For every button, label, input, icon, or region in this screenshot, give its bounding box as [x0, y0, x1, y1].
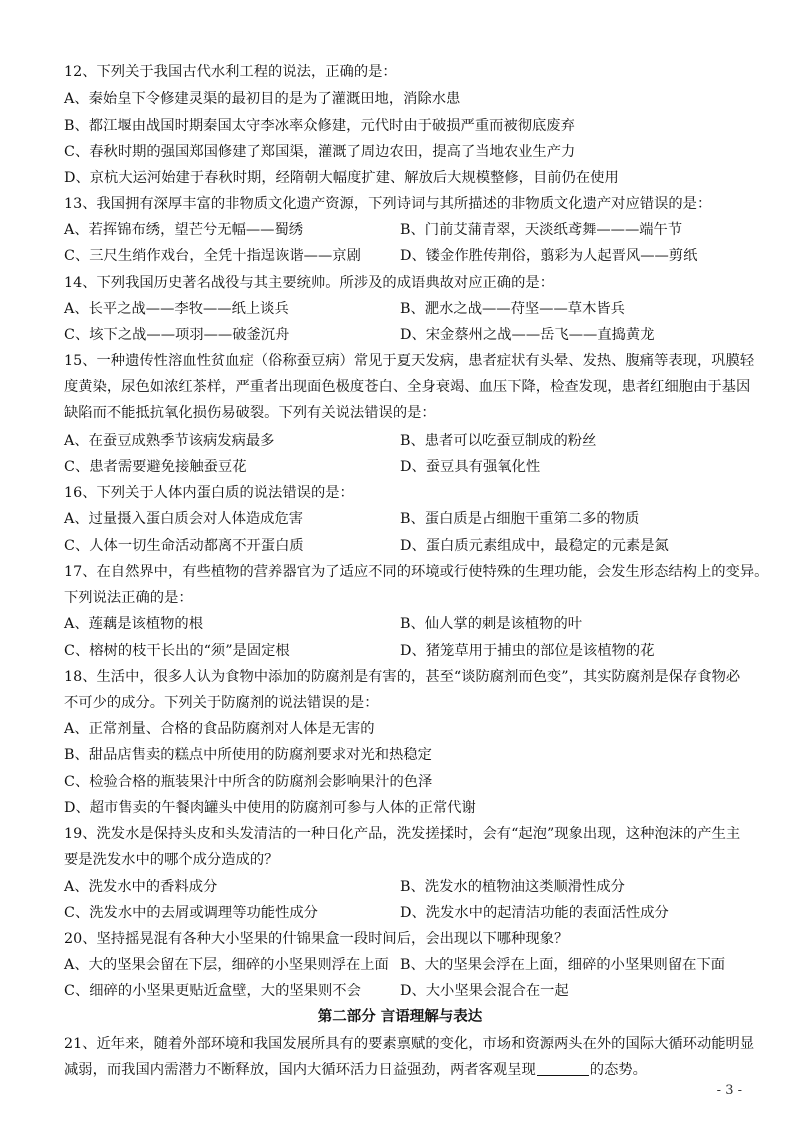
q14-row-2	[64, 322, 754, 348]
q14-option-d: D、宋金蔡州之战——岳飞——直捣黄龙	[400, 327, 655, 343]
q12-option-d: D、京杭大运河始建于春秋时期，经隋朝大幅度扩建、解放后大规模整修，目前仍在使用	[64, 170, 619, 186]
q13-option-d: D、镂金作胜传荆俗，翦彩为人起晋风——剪纸	[400, 248, 698, 264]
q17-row-2	[64, 638, 754, 664]
q21-stem-line-2	[64, 1057, 754, 1083]
q14-stem: 14、下列我国历史著名战役与其主要统帅。所涉及的成语典故对应正确的是：	[64, 275, 554, 291]
q13-stem: 13、我国拥有深厚丰富的非物质文化遗产资源，下列诗词与其所描述的非物质文化遗产对应错误的是：	[64, 196, 712, 212]
q17-option-b: B、仙人掌的刺是该植物的叶	[400, 616, 583, 632]
q18-option-c: C、检验合格的瓶装果汁中所含的防腐剂会影响果汁的色泽	[64, 774, 433, 790]
q19-option-b: B、洗发水的植物油这类顺滑性成分	[400, 879, 625, 895]
q15-stem-line-2: 度黄染，尿色如浓红茶样，严重者出现面色极度苍白、全身衰竭、血压下降，检查发现，患者红细胞由于基因	[64, 379, 751, 395]
q18-option-d: D、超市售卖的午餐肉罐头中使用的防腐剂可参与人体的正常代谢	[64, 800, 476, 816]
q12-option-b: B、都江堰由战国时期秦国太守李冰率众修建，元代时由于破损严重而被彻底废弃	[64, 118, 575, 134]
q15-row-2	[64, 454, 754, 480]
q15-row-1	[64, 428, 754, 454]
section-heading: 第二部分 言语理解与表达	[317, 1009, 483, 1025]
q19-option-d: D、洗发水中的起清洁功能的表面活性成分	[400, 905, 669, 921]
q12-option-c: C、春秋时期的强国郑国修建了郑国渠，灌溉了周边农田，提高了当地农业生产力	[64, 144, 576, 160]
q19-row-1	[64, 874, 754, 900]
q13-option-c: C、三尺生绡作戏台，全凭十指逞诙谐——京剧	[64, 248, 361, 264]
q20-stem: 20、坚持摇晃混有各种大小坚果的什锦果盒一段时间后，会出现以下哪种现象？	[64, 931, 569, 947]
q16-row-1	[64, 506, 754, 532]
q16-option-c: C、人体一切生命活动都离不开蛋白质	[64, 538, 304, 554]
q13-option-b: B、门前艾蒲青翠，天淡纸鸢舞———端午节	[400, 222, 683, 238]
q15-option-d: D、蚕豆具有强氧化性	[400, 459, 541, 475]
q14-option-c: C、垓下之战——项羽——破釜沉舟	[64, 327, 290, 343]
answer-blank	[537, 1059, 589, 1076]
q16-option-b: B、蛋白质是占细胞干重第二多的物质	[400, 511, 640, 527]
q21-text-before-blank: 减弱，而我国内需潜力不断释放，国内大循环活力日益强劲，两者客观呈现	[64, 1062, 536, 1078]
q21-text-after-blank: 的态势。	[589, 1062, 647, 1078]
q13-option-a: A、若挥锦布绣，望芒兮无幅——蜀绣	[64, 222, 304, 238]
q19-option-c: C、洗发水中的去屑或调理等功能性成分	[64, 905, 318, 921]
q19-row-2	[64, 900, 754, 926]
q14-option-b: B、淝水之战——苻坚——草木皆兵	[400, 301, 625, 317]
q16-row-2	[64, 533, 754, 559]
q17-option-d: D、猪笼草用于捕虫的部位是该植物的花	[400, 643, 655, 659]
q14-option-a: A、长平之战——李牧——纸上谈兵	[64, 301, 289, 317]
q15-stem-line-3: 缺陷而不能抵抗氧化损伤易破裂。下列有关说法错误的是：	[64, 405, 436, 421]
q12-option-a: A、秦始皇下令修建灵渠的最初目的是为了灌溉田地，消除水患	[64, 91, 461, 107]
q20-option-b: B、大的坚果会浮在上面，细碎的小坚果则留在下面	[400, 957, 726, 973]
q17-row-1	[64, 611, 754, 637]
q19-option-a: A、洗发水中的香料成分	[64, 879, 218, 895]
page-number: - 3 -	[716, 1083, 742, 1098]
q15-option-b: B、患者可以吃蚕豆制成的粉丝	[400, 433, 597, 449]
q15-option-c: C、患者需要避免接触蚕豆花	[64, 459, 247, 475]
q16-option-d: D、蛋白质元素组成中，最稳定的元素是氮	[400, 538, 669, 554]
q15-stem-line-1: 15、一种遗传性溶血性贫血症（俗称蚕豆病）常见于夏天发病，患者症状有头晕、发热、腹痛等表现，巩膜轻	[64, 353, 755, 369]
q18-stem-line-2: 不可少的成分。下列关于防腐剂的说法错误的是：	[64, 695, 379, 711]
q17-option-a: A、莲藕是该植物的根	[64, 616, 203, 632]
q20-option-d: D、大小坚果会混合在一起	[400, 983, 569, 999]
q16-stem: 16、下列关于人体内蛋白质的说法错误的是：	[64, 485, 354, 501]
q19-stem-line-1: 19、洗发水是保持头皮和头发清洁的一种日化产品，洗发搓揉时，会有“起泡”现象出现，这种泡沫的产生主	[64, 826, 741, 842]
q20-option-c: C、细碎的小坚果更贴近盒壁，大的坚果则不会	[64, 983, 361, 999]
q20-option-a: A、大的坚果会留在下层，细碎的小坚果则浮在上面	[64, 957, 389, 973]
q19-stem-line-2: 要是洗发水中的哪个成分造成的？	[64, 852, 279, 868]
q18-option-a: A、正常剂量、合格的食品防腐剂对人体是无害的	[64, 721, 375, 737]
q15-option-a: A、在蚕豆成熟季节该病发病最多	[64, 433, 275, 449]
q13-row-2	[64, 243, 754, 269]
q20-row-1	[64, 952, 754, 978]
q18-stem-line-1: 18、生活中，很多人认为食物中添加的防腐剂是有害的，甚至“谈防腐剂而色变”，其实防腐剂是保存食物必	[64, 669, 741, 685]
q14-row-1	[64, 296, 754, 322]
q18-option-b: B、甜品店售卖的糕点中所使用的防腐剂要求对光和热稳定	[64, 747, 432, 763]
q12-stem: 12、下列关于我国古代水利工程的说法，正确的是：	[64, 64, 397, 80]
q20-row-2	[64, 978, 754, 1004]
q21-stem-line-1: 21、近年来，随着外部环境和我国发展所具有的要素禀赋的变化，市场和资源两头在外的国际大循环动能明显	[64, 1036, 755, 1052]
q17-stem-line-1: 17、在自然界中，有些植物的营养器官为了适应不同的环境或行使特殊的生理功能，会发生形态结构上的变异。	[64, 564, 769, 580]
q16-option-a: A、过量摄入蛋白质会对人体造成危害	[64, 511, 304, 527]
q17-stem-line-2: 下列说法正确的是：	[64, 590, 193, 606]
q17-option-c: C、榕树的枝干长出的“须”是固定根	[64, 643, 290, 659]
q13-row-1	[64, 217, 754, 243]
